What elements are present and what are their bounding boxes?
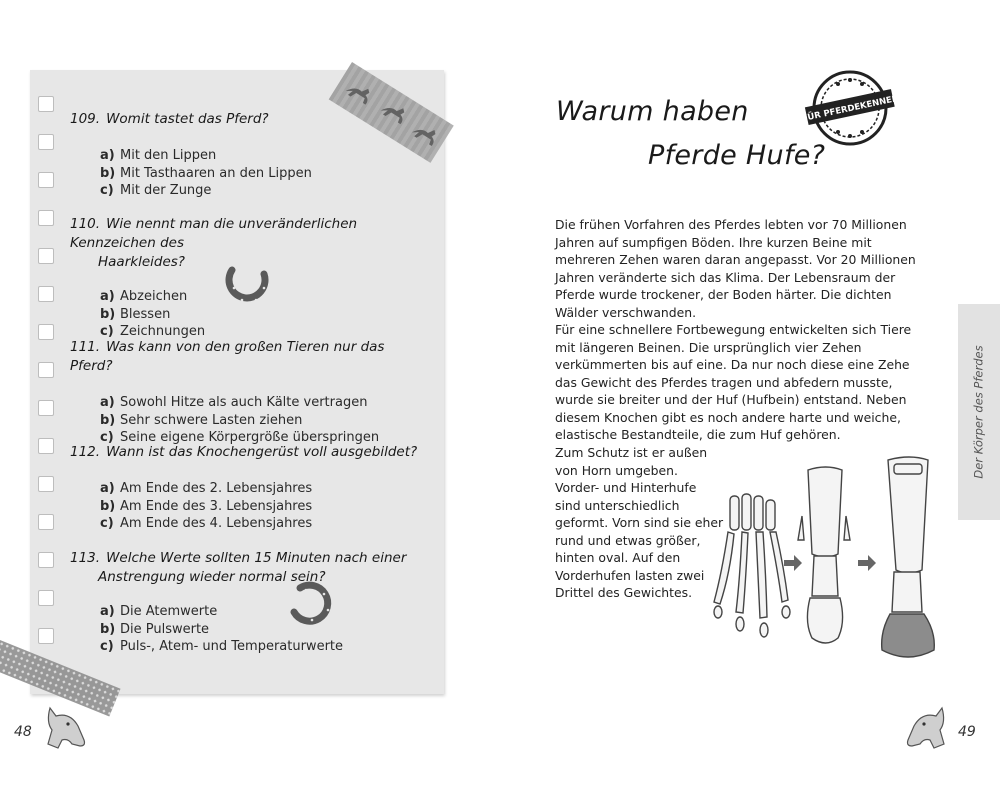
answer-options: [70, 480, 430, 533]
question-label: Wie nennt man die unveränderlichen Kennzeichen des: [70, 216, 358, 251]
question-number: 113.: [70, 550, 101, 566]
question-text: [70, 338, 430, 376]
answer-option-c: c) Am Ende des 4. Lebensjahres: [100, 516, 313, 531]
question-number: 109.: [70, 111, 101, 127]
question-text: [70, 549, 430, 587]
question-109: [70, 110, 430, 200]
paper-hole: [38, 324, 54, 340]
question-label-continued: Haarkleides?: [98, 254, 185, 270]
question-label-continued: Anstrengung wieder normal sein?: [98, 569, 326, 585]
paper-hole: [38, 590, 54, 606]
answer-option-b: b) Am Ende des 3. Lebensjahres: [100, 498, 313, 514]
answer-option-b: b) Mit Tasthaaren an den Lippen: [100, 165, 312, 181]
paper-hole: [38, 210, 54, 226]
stamp-text: FÜR PFERDEKENNER: [801, 93, 900, 125]
answer-option-a: a) Am Ende des 2. Lebensjahres: [100, 481, 313, 496]
question-label: Welche Werte sollten 15 Minuten nach einer: [106, 550, 407, 566]
horseshoe-icon: [288, 582, 336, 626]
question-number: 111.: [70, 339, 101, 355]
page-number-left: 48: [14, 724, 32, 740]
question-label: Womit tastet das Pferd?: [106, 111, 269, 127]
answer-option-b: b) Die Pulswerte: [100, 621, 210, 637]
answer-option-a: a) Die Atemwerte: [100, 604, 218, 619]
paragraph: Für eine schnellere Fortbewegung entwickelten sich Tiere mit längeren Beinen. Die ursprünglich vier Zehen verkümmerten bis auf eine. Da nur noch diese eine Zehe das Gewicht des Pferdes tragen und abfedern musste, wurde sie breiter und der Huf (Hufbein) entstand. Neben diesem Knochen gibt es noch andere harte und weiche, elastische Bestandteile, die zum Huf gehören.: [555, 322, 912, 442]
answer-option-c: c) Puls-, Atem- und Temperaturwerte: [100, 639, 344, 654]
horse-head-icon: [904, 704, 950, 750]
paper-hole: [38, 172, 54, 188]
answer-option-c: c) Zeichnungen: [100, 324, 206, 339]
answer-options: [70, 394, 430, 447]
horseshoe-icon: [224, 264, 272, 308]
paper-hole: [38, 248, 54, 264]
paper-hole: [38, 400, 54, 416]
question-label: Was kann von den großen Tieren nur das Pferd?: [70, 339, 385, 374]
question-text: [70, 443, 430, 462]
paper-hole: [38, 476, 54, 492]
paper-hole: [38, 362, 54, 378]
paper-hole: [38, 96, 54, 112]
expert-stamp-icon: [801, 66, 900, 150]
paper-hole: [38, 286, 54, 302]
body-text: [555, 216, 933, 444]
question-112: [70, 443, 430, 533]
answer-option-a: a) Sowohl Hitze als auch Kälte vertragen: [100, 395, 368, 410]
page-title-line2: Pferde Hufe?: [648, 140, 826, 171]
paper-hole: [38, 552, 54, 568]
page-number-right: 49: [958, 724, 976, 740]
paragraph: Die frühen Vorfahren des Pferdes lebten vor 70 Millionen Jahren auf sumpfigen Böden. Ihre kurzen Beine mit mehreren Zehen waren daran angepasst. Vor 20 Millionen Jahren veränderte sich das Klima. Der Lebensraum der Pferde wurde trockener, der Boden härter. Die dichten Wälder verschwanden.: [555, 217, 916, 320]
question-111: [70, 338, 430, 447]
question-label: Wann ist das Knochengerüst voll ausgebildet?: [106, 444, 418, 460]
hoof-evolution-illustration: [706, 452, 946, 692]
answer-option-a: a) Mit den Lippen: [100, 148, 217, 163]
paper-hole: [38, 514, 54, 530]
paper-hole: [38, 438, 54, 454]
horse-head-icon: [42, 704, 88, 750]
answer-option-a: a) Abzeichen: [100, 289, 188, 304]
paper-hole: [38, 628, 54, 644]
answer-option-b: b) Sehr schwere Lasten ziehen: [100, 412, 303, 428]
answer-option-b: b) Blessen: [100, 306, 171, 322]
paragraph: Zum Schutz ist er außen von Horn umgeben. Vorder- und Hinterhufe sind unterschiedlich geformt. Vorn sind sie eher rund und etwas größer, hinten oval. Auf den Vorderhufen lasten zwei Drittel des Gewichtes.: [555, 445, 724, 600]
question-113: [70, 549, 430, 656]
paper-hole: [38, 134, 54, 150]
question-text: [70, 110, 430, 129]
body-text-narrow: [555, 444, 725, 602]
answer-options: [70, 147, 430, 200]
question-number: 112.: [70, 444, 101, 460]
question-number: 110.: [70, 216, 101, 232]
page-title-line1: Warum haben: [556, 96, 749, 127]
answer-option-c: c) Mit der Zunge: [100, 183, 212, 198]
answer-options: [70, 603, 430, 656]
answer-option-c: c) Seine eigene Körpergröße überspringen: [100, 430, 380, 445]
chapter-tab-label: Der Körper des Pferdes: [972, 345, 986, 479]
